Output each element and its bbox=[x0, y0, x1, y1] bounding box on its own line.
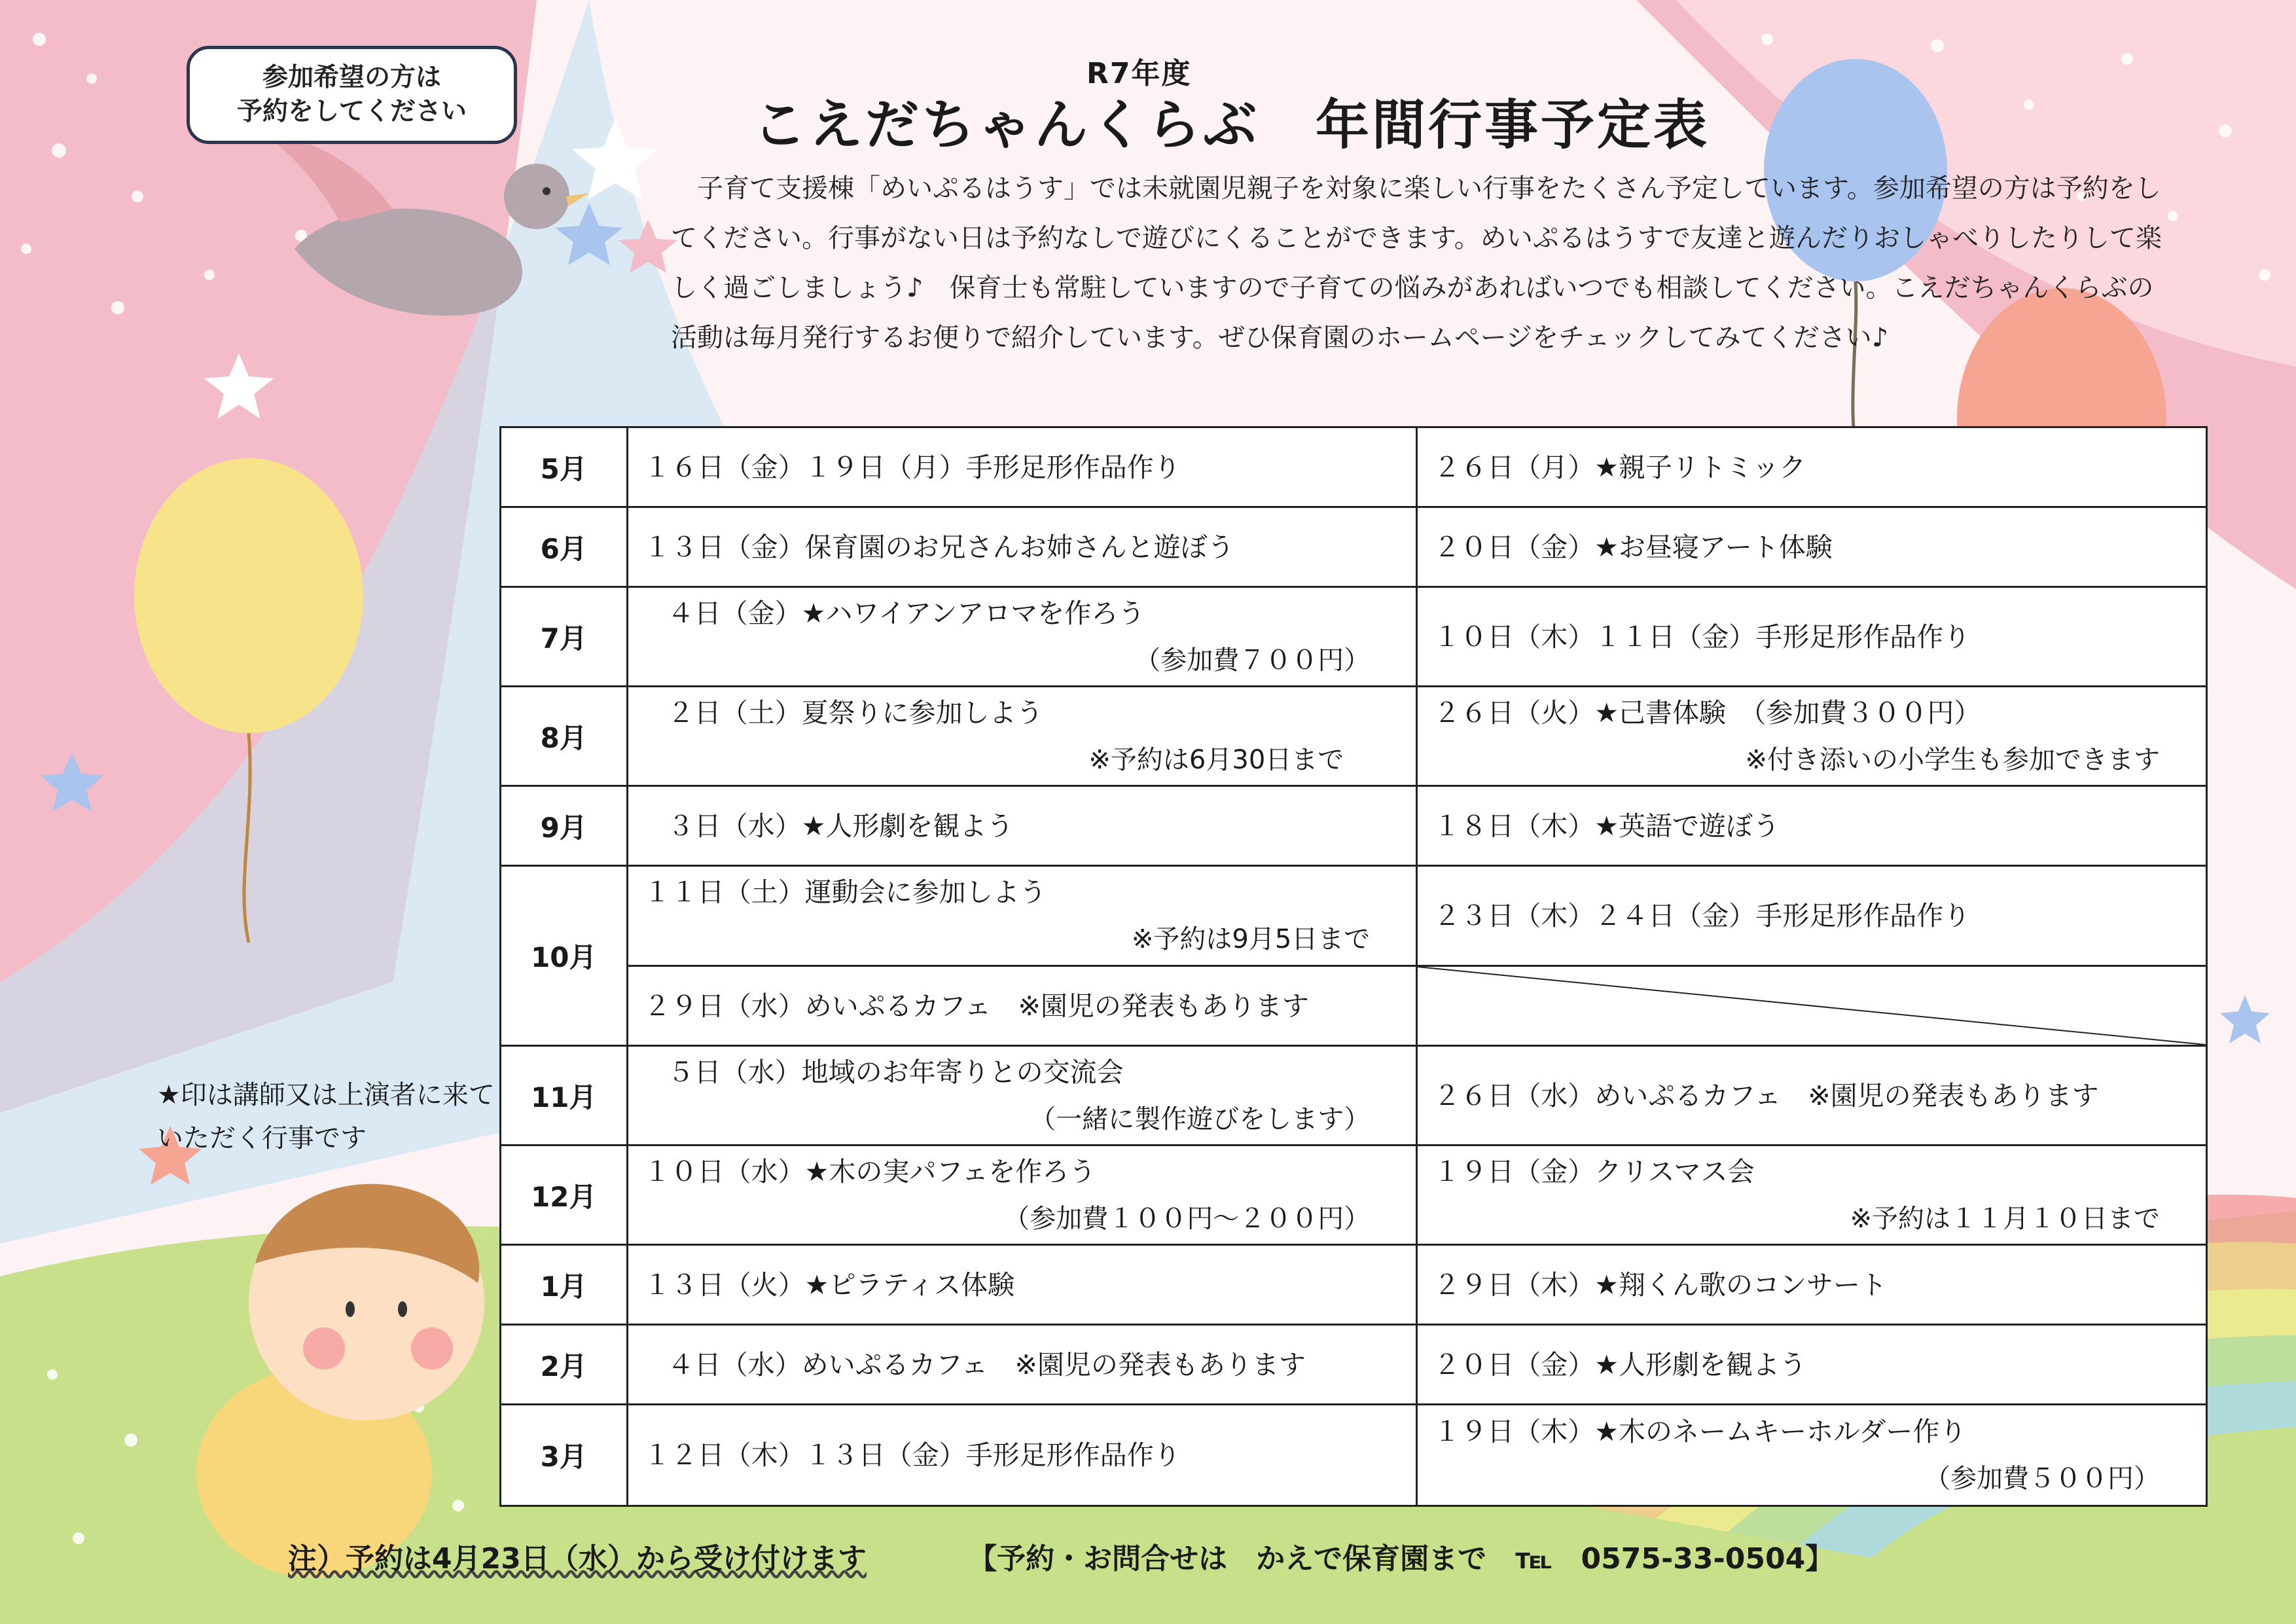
event-cell bbox=[1417, 1046, 2207, 1146]
schedule-row-nov bbox=[501, 1046, 2207, 1146]
month-cell: 7月 bbox=[501, 587, 628, 687]
event-cell bbox=[1417, 507, 2207, 587]
event-cell bbox=[627, 1146, 1417, 1245]
schedule-row-jun bbox=[501, 507, 2207, 587]
event-note: ※予約は１１月１０日まで bbox=[1850, 1203, 2160, 1234]
schedule-row-jan bbox=[501, 1245, 2207, 1325]
fiscal-year-label: R7年度 bbox=[1086, 57, 1192, 90]
month-cell: 5月 bbox=[501, 427, 628, 507]
bubble-line-2: 予約をしてください bbox=[236, 97, 467, 126]
contact-info: 【予約・お問合せは かえで保育園まで ℡ 0575-33-0504】 bbox=[968, 1542, 1835, 1576]
event-cell bbox=[627, 1405, 1417, 1506]
page-title: こえだちゃんくらぶ 年間行事予定表 bbox=[753, 94, 1710, 156]
event-cell bbox=[1417, 866, 2207, 966]
event-cell bbox=[627, 786, 1417, 866]
event-text: ２３日（木）２４日（金）手形足形作品作り bbox=[1433, 900, 1971, 931]
event-text: ２０日（金）★お昼寝アート体験 bbox=[1433, 531, 1833, 563]
schedule-row-mar bbox=[501, 1405, 2207, 1506]
event-text: ３日（水）★人形劇を観よう bbox=[667, 810, 1014, 842]
empty-slashed-cell bbox=[1417, 966, 2207, 1046]
event-cell bbox=[627, 1046, 1417, 1146]
event-text: １３日（火）★ピラティス体験 bbox=[643, 1269, 1015, 1301]
month-cell: 12月 bbox=[501, 1146, 628, 1245]
month-cell: 3月 bbox=[501, 1405, 628, 1506]
event-cell bbox=[1417, 786, 2207, 866]
event-cell bbox=[1417, 1405, 2207, 1506]
event-cell bbox=[1417, 1325, 2207, 1405]
event-text: １０日（木）１１日（金）手形足形作品作り bbox=[1433, 621, 1971, 653]
event-text: ２９日（木）★翔くん歌のコンサート bbox=[1433, 1269, 1888, 1301]
reservation-reminder-bubble bbox=[187, 46, 517, 144]
event-cell bbox=[627, 427, 1417, 507]
month-cell: 9月 bbox=[501, 786, 628, 866]
event-cell bbox=[627, 966, 1417, 1046]
schedule-row-aug bbox=[501, 687, 2207, 786]
footer bbox=[288, 1535, 1834, 1577]
event-cell bbox=[627, 1325, 1417, 1405]
event-text: ２６日（水）めいぷるカフェ ※園児の発表もあります bbox=[1433, 1079, 2099, 1111]
event-cell bbox=[627, 587, 1417, 687]
event-cell bbox=[627, 866, 1417, 966]
event-text: ５日（水）地域のお年寄りとの交流会 bbox=[667, 1056, 1124, 1088]
schedule-row-sep bbox=[501, 786, 2207, 866]
month-cell: 10月 bbox=[501, 866, 628, 1046]
month-cell: 2月 bbox=[501, 1325, 628, 1405]
event-schedule-table bbox=[499, 426, 2208, 1507]
event-cell bbox=[1417, 1146, 2207, 1245]
event-text: ４日（金）★ハワイアンアロマを作ろう bbox=[667, 597, 1145, 629]
month-cell: 8月 bbox=[501, 687, 628, 786]
event-note: ※予約は6月30日まで bbox=[1088, 744, 1344, 775]
event-text: ２９日（水）めいぷるカフェ ※園児の発表もあります bbox=[643, 990, 1309, 1022]
month-cell: 11月 bbox=[501, 1046, 628, 1146]
event-text: １２日（木）１３日（金）手形足形作品作り bbox=[643, 1439, 1181, 1471]
star-legend-note: ★印は講師又は上演者に来ていただく行事です bbox=[157, 1080, 495, 1153]
event-cell bbox=[1417, 427, 2207, 507]
event-cell bbox=[1417, 687, 2207, 786]
schedule-row-oct bbox=[501, 866, 2207, 966]
month-cell: 6月 bbox=[501, 507, 628, 587]
event-text: １１日（土）運動会に参加しよう bbox=[643, 876, 1047, 908]
schedule-row-may bbox=[501, 427, 2207, 507]
event-note: （参加費５００円） bbox=[1924, 1464, 2160, 1494]
event-text: ２０日（金）★人形劇を観よう bbox=[1433, 1348, 1807, 1380]
event-text: １８日（木）★英語で遊ぼう bbox=[1433, 810, 1780, 842]
event-cell bbox=[627, 687, 1417, 786]
event-text: ２６日（火）★己書体験 （参加費３００円） bbox=[1433, 696, 1981, 729]
event-text: ４日（水）めいぷるカフェ ※園児の発表もあります bbox=[667, 1348, 1306, 1380]
event-note: （一緒に製作遊びをします） bbox=[1030, 1104, 1371, 1134]
event-note: ※付き添いの小学生も参加できます bbox=[1745, 744, 2160, 775]
event-note: （参加費７００円） bbox=[1134, 645, 1371, 676]
reservation-start-note: 注）予約は4月23日（水）から受け付けます bbox=[288, 1542, 867, 1576]
intro-paragraph bbox=[671, 164, 2170, 363]
event-text: ２６日（月）★親子リトミック bbox=[1433, 451, 1806, 483]
bubble-line-1: 参加希望の方は bbox=[262, 63, 441, 92]
intro-text: 子育て支援棟「めいぷるはうす」では未就園児親子を対象に楽しい行事をたくさん予定しています。参加希望の方は予約をしてください。行事がない日は予約なしで遊びにくることができます。めいぷるはうすで友達と遊んだりおしゃべりしたりして楽しく過ごしましょう♪ 保育士も常駐していますので子育ての悩みがあればいつでも相談してください。こえだちゃんくらぶの活動は毎月発行するお便りで紹介しています。ぜひ保育園のホームページをチェックしてみてください♪ bbox=[671, 173, 2162, 353]
event-cell bbox=[627, 507, 1417, 587]
event-text: １９日（木）★木のネームキーホルダー作り bbox=[1433, 1416, 1967, 1447]
event-cell bbox=[1417, 1245, 2207, 1325]
event-text: １０日（水）★木の実パフェを作ろう bbox=[643, 1155, 1096, 1187]
event-text: ２日（土）夏祭りに参加しよう bbox=[667, 696, 1043, 729]
event-text: １３日（金）保育園のお兄さんお姉さんと遊ぼう bbox=[643, 531, 1234, 563]
month-cell: 1月 bbox=[501, 1245, 628, 1325]
schedule-row-feb bbox=[501, 1325, 2207, 1405]
schedule-row-jul bbox=[501, 587, 2207, 687]
event-note: ※予約は9月5日まで bbox=[1131, 924, 1371, 954]
event-note: （参加費１００円～２００円） bbox=[1003, 1203, 1371, 1234]
schedule-row-dec bbox=[501, 1146, 2207, 1245]
schedule-row-oct-2 bbox=[501, 966, 2207, 1046]
event-text: １６日（金）１９日（月）手形足形作品作り bbox=[643, 451, 1181, 483]
event-cell bbox=[627, 1245, 1417, 1325]
event-text: １９日（金）クリスマス会 bbox=[1433, 1155, 1755, 1187]
diagonal-slash bbox=[1418, 967, 2206, 1045]
event-cell bbox=[1417, 587, 2207, 687]
